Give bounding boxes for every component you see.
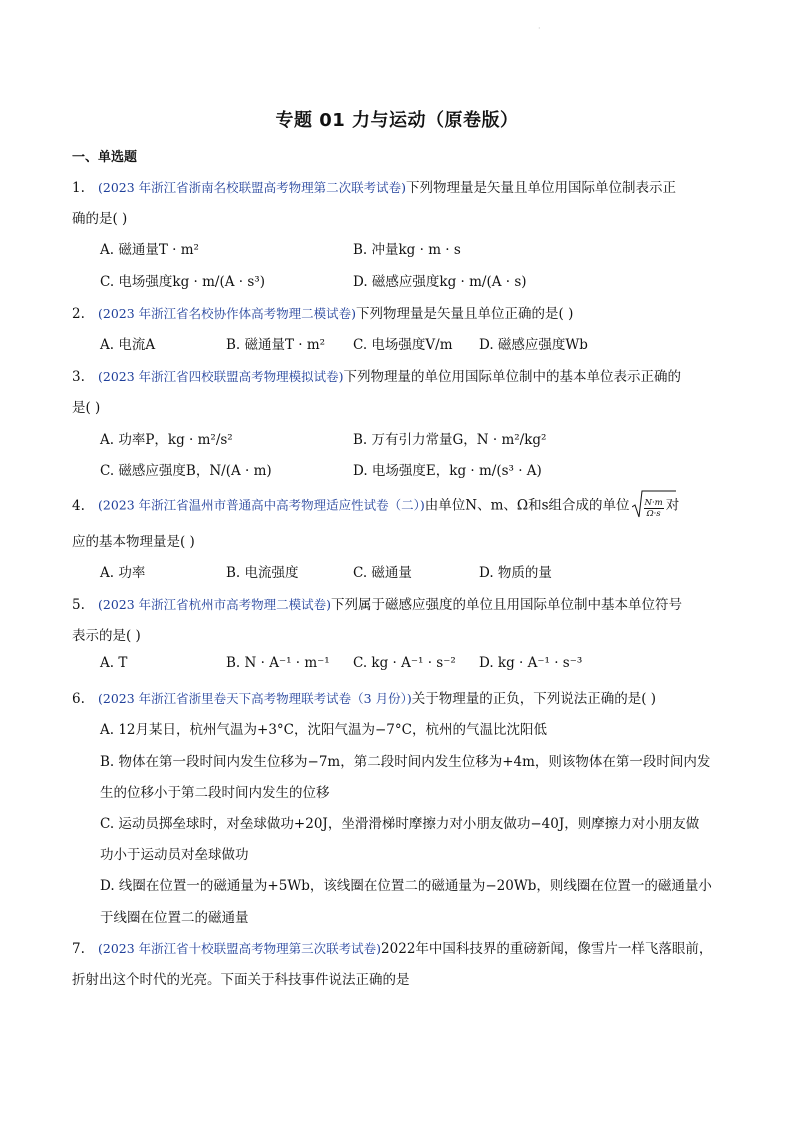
question-source: (2023 年浙江省名校协作体高考物理二模试卷) [98, 306, 357, 321]
question-text: 下列物理量是矢量且单位正确的是( ) [356, 306, 574, 322]
question-source: (2023 年浙江省十校联盟高考物理第三次联考试卷) [98, 941, 382, 956]
question-source: (2023 年浙江省温州市普通高中高考物理适应性试卷（二）) [98, 497, 425, 513]
question-3-text-cont: 是( ) [72, 400, 101, 416]
page-title: 专题 01 力与运动（原卷版） [275, 110, 519, 131]
question-source: (2023 年浙江省杭州市高考物理二模试卷) [98, 597, 332, 612]
q4-option-d: D. 物质的量 [479, 565, 552, 581]
q3-option-b: B. 万有引力常量G，N · m²/kg² [353, 432, 547, 448]
q2-option-b: B. 磁通量T · m² [226, 337, 326, 353]
q2-option-a: A. 电流A [100, 337, 156, 353]
question-text-end: 对 [665, 497, 680, 514]
q5-option-b: B. N · A⁻¹ · m⁻¹ [226, 655, 330, 671]
q4-option-c: C. 磁通量 [353, 565, 412, 581]
question-text: 下列物理量是矢量且单位用国际单位制表示正 [406, 180, 677, 196]
q2-option-d: D. 磁感应强度Wb [479, 337, 588, 353]
section-heading: 一、单选题 [72, 150, 138, 165]
fraction-denominator: Ω·s [646, 509, 661, 519]
q3-option-d: D. 电场强度E，kg · m/(s³ · A) [353, 463, 542, 479]
q3-option-a: A. 功率P，kg · m²/s² [100, 432, 233, 448]
question-text: 由单位N、m、Ω和s组合成的单位 [424, 497, 630, 514]
question-number: 2. [72, 306, 85, 322]
question-4-text-cont: 应的基本物理量是( ) [72, 534, 195, 550]
sqrt-unit-expression [632, 493, 664, 519]
q5-option-a: A. T [100, 655, 128, 671]
question-text: 下列物理量的单位用国际单位制中的基本单位表示正确的 [343, 369, 682, 385]
question-number: 6. [72, 691, 85, 707]
question-5-text-cont: 表示的是( ) [72, 628, 141, 644]
q6-option-c: C. 运动员掷垒球时，对垒球做功+20J，坐滑滑梯时摩擦力对小朋友做功−40J，则摩擦力对小朋友做 [100, 816, 700, 832]
q1-option-d: D. 磁感应强度kg · m/(A · s) [353, 274, 527, 290]
q3-option-c: C. 磁感应强度B，N/(A · m) [100, 463, 272, 479]
question-number: 5. [72, 597, 85, 613]
q6-option-b: B. 物体在第一段时间内发生位移为−7m，第二段时间内发生位移为+4m，则该物体在第一段时间内发 [100, 754, 711, 770]
header-mark: · [538, 24, 541, 33]
question-6 [72, 687, 656, 707]
q6-option-d: D. 线圈在位置一的磁通量为+5Wb，该线圈在位置二的磁通量为−20Wb，则线圈在位置一的磁通量小 [100, 878, 712, 894]
q4-option-a: A. 功率 [100, 565, 146, 581]
fraction-numerator: N·m [644, 498, 663, 508]
q6-option-a: A. 12月某日，杭州气温为+3°C，沈阳气温为−7°C，杭州的气温比沈阳低 [100, 722, 547, 738]
question-1-text-cont: 确的是( ) [72, 211, 128, 227]
question-source: (2023 年浙江省浙南名校联盟高考物理第二次联考试卷) [98, 180, 407, 195]
question-3 [72, 365, 681, 385]
question-5 [72, 593, 682, 613]
question-number: 3. [72, 369, 85, 385]
sqrt-sign-icon [632, 489, 676, 519]
question-text: 下列属于磁感应强度的单位且用国际单位制中基本单位符号 [331, 597, 683, 613]
question-number: 1. [72, 180, 85, 196]
question-1 [72, 176, 676, 196]
q2-option-c: C. 电场强度V/m [353, 337, 453, 353]
q4-option-b: B. 电流强度 [226, 565, 299, 581]
question-2 [72, 302, 573, 322]
question-4 [72, 493, 679, 519]
q6-option-d-cont: 于线圈在位置二的磁通量 [100, 910, 249, 926]
q1-option-a: A. 磁通量T · m² [100, 242, 199, 258]
question-number: 4. [72, 497, 85, 514]
q1-option-c: C. 电场强度kg · m/(A · s³) [100, 274, 265, 290]
question-text: 关于物理量的正负，下列说法正确的是( ) [411, 691, 657, 707]
question-7 [72, 937, 712, 957]
question-7-text-cont: 折射出这个时代的光亮。下面关于科技事件说法正确的是 [72, 972, 410, 988]
q5-option-d: D. kg · A⁻¹ · s⁻³ [479, 655, 583, 671]
q1-option-b: B. 冲量kg · m · s [353, 242, 461, 258]
question-source: (2023 年浙江省四校联盟高考物理模拟试卷) [98, 369, 344, 384]
q6-option-c-cont: 功小于运动员对垒球做功 [100, 847, 249, 863]
q6-option-b-cont: 生的位移小于第二段时间内发生的位移 [100, 785, 330, 801]
q5-option-c: C. kg · A⁻¹ · s⁻² [353, 655, 456, 671]
question-source: (2023 年浙江省浙里卷天下高考物理联考试卷（3 月份）) [98, 691, 412, 706]
question-text: 2022年中国科技界的重磅新闻，像雪片一样飞落眼前， [381, 941, 713, 957]
question-number: 7. [72, 941, 85, 957]
